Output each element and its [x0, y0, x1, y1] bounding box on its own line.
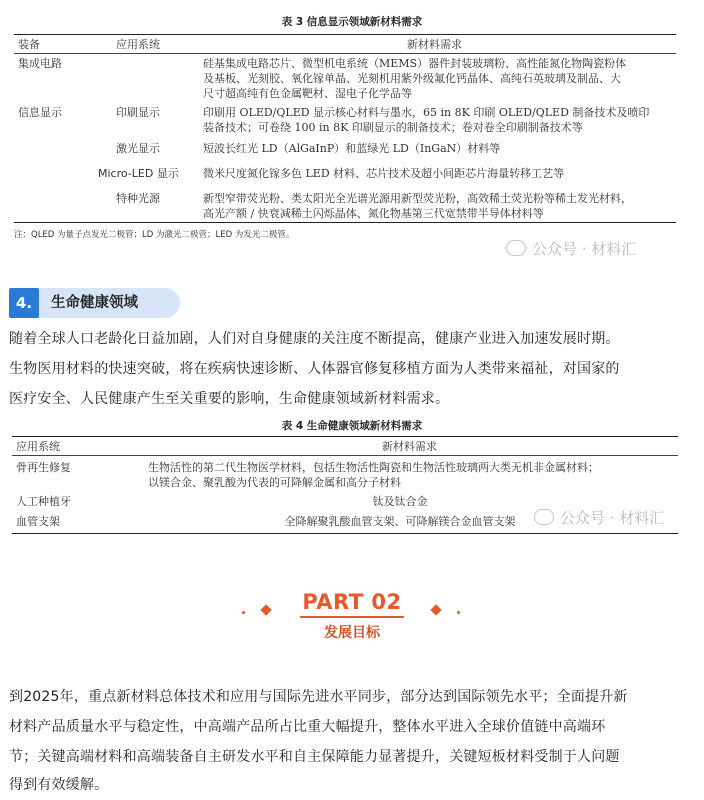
- table4-row-system: 血管支架: [16, 515, 60, 528]
- table3-row-demand-line: 高光产额 / 快衰减稀土闪烁晶体、氮化物基第三代宽禁带半导体材料等: [203, 207, 544, 220]
- wechat-icon: [506, 240, 526, 256]
- table3-row-demand-line: 短波长红光 LD（AlGaInP）和蓝绿光 LD（InGaN）材料等: [203, 142, 501, 155]
- paragraph-line: 到2025年，重点新材料总体技术和应用与国际先进水平同步，部分达到国际领先水平；全面提升新: [9, 689, 628, 705]
- table3-caption: 表 3 信息显示领域新材料需求: [281, 16, 423, 28]
- table4-top-rule: [12, 436, 678, 437]
- table4-row-demand-line: 全降解聚乳酸血管支架、可降解镁合金血管支架: [284, 515, 516, 528]
- watermark-text: 公众号 · 材料汇: [560, 509, 665, 527]
- paragraph-line: 材料产品质量水平与稳定性，中高端产品所占比重大幅提升，整体水平进入全球价值链中高端环: [9, 719, 606, 735]
- table3-row-system: Micro-LED 显示: [98, 167, 179, 180]
- table3-header-demand: 新材料需求: [407, 38, 462, 51]
- watermark: [506, 238, 636, 259]
- table3-header-equipment: 装备: [18, 38, 40, 51]
- paragraph-line: 生物医用材料的快速突破，将在疾病快速诊断、人体器官修复移植方面为人类带来福祉，对国家的: [9, 361, 620, 377]
- part-title: PART 02: [302, 590, 402, 614]
- table4-row-system: 骨再生修复: [16, 461, 71, 474]
- table3-note: 注：QLED 为量子点发光二极管；LD 为激光二极管；LED 为发光二极管。: [14, 230, 295, 240]
- paragraph-line: 医疗安全、人民健康产生至关重要的影响，生命健康领域新材料需求。: [9, 391, 450, 407]
- table4-header-demand: 新材料需求: [382, 440, 437, 453]
- wechat-icon: [534, 509, 554, 525]
- table4-row-demand-line: 钛及钛合金: [372, 495, 428, 508]
- table3-row-demand-line: 硅基集成电路芯片、微型机电系统（MEMS）器件封装玻璃粉、高性能氮化物陶瓷粉体: [203, 57, 627, 70]
- paragraph-line: 得到有效缓解。: [9, 777, 109, 793]
- table3-header-rule: [14, 53, 676, 54]
- table4-row-demand-line: 以镁合金、聚乳酸为代表的可降解金属和高分子材料: [148, 476, 401, 489]
- table4-header-rule: [12, 455, 678, 456]
- paragraph-line: 随着全球人口老龄化日益加剧，人们对自身健康的关注度不断提高，健康产业进入加速发展时期。: [9, 331, 620, 347]
- table4-row-system: 人工种植牙: [16, 495, 71, 508]
- table3-row-demand-line: 及基板、光刻胶、氧化镓单晶、光刻机用紫外级氟化钙晶体、高纯石英玻璃及制品、大: [203, 72, 621, 85]
- table3-bottom-rule: [14, 222, 676, 223]
- paragraph-line: 节；关键高端材料和高端装备自主研发水平和自主保障能力显著提升，关键短板材料受制于人问题: [9, 749, 620, 765]
- table3-row-system: 激光显示: [116, 142, 160, 155]
- table3-row-system: 特种光源: [116, 192, 160, 205]
- section-number: 4.: [9, 288, 39, 318]
- table3-row-equipment: 信息显示: [18, 106, 62, 119]
- section-title: 生命健康领域: [51, 295, 138, 311]
- watermark-text: 公众号 · 材料汇: [532, 240, 637, 258]
- table3-row-demand-line: 微米尺度氮化镓多色 LED 材料、芯片技术及超小间距芯片海量转移工艺等: [203, 167, 565, 180]
- table3-header-system: 应用系统: [116, 38, 160, 51]
- part-subtitle: 发展目标: [324, 625, 380, 641]
- table3-row-system: 印刷显示: [116, 106, 160, 119]
- table4-row-demand-line: 生物活性的第二代生物医学材料，包括生物活性陶瓷和生物活性玻璃两大类无机非金属材料；: [148, 461, 599, 474]
- table3-row-demand-line: 尺寸超高纯有色金属靶材、湿电子化学品等: [203, 87, 412, 100]
- table4-caption: 表 4 生命健康领域新材料需求: [281, 420, 423, 432]
- table3-row-demand-line: 新型窄带荧光粉、类太阳光全光谱光源用新型荧光粉，高效稀土荧光粉等稀土发光材料，: [203, 192, 632, 205]
- table3-row-equipment: 集成电路: [18, 57, 62, 70]
- table3-row-demand-line: 装备技术；可卷绕 100 in 8K 印刷显示的制备技术；卷对卷全印刷制备技术等: [203, 121, 583, 134]
- table4-bottom-rule: [12, 533, 678, 534]
- watermark: [534, 507, 664, 528]
- part-title-underline: [300, 616, 404, 618]
- table3-top-rule: [14, 34, 676, 35]
- table4-header-system: 应用系统: [16, 440, 60, 453]
- table3-row-demand-line: 印刷用 OLED/QLED 显示核心材料与墨水，65 in 8K 印刷 OLED/QLED 制备技术及喷印: [203, 106, 650, 119]
